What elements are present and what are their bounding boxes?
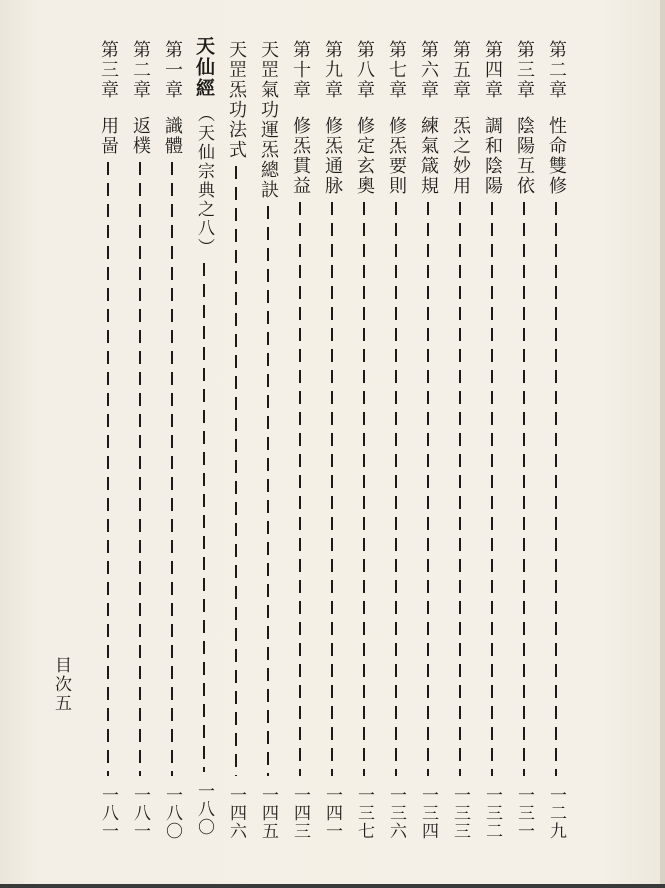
toc-entry — [416, 40, 440, 840]
chapter-title: 識體 — [162, 116, 183, 156]
page-number: 一八一 — [98, 786, 118, 840]
page-number: 一三二 — [482, 786, 502, 840]
dotted-leader — [330, 202, 334, 776]
dotted-leader — [266, 206, 270, 776]
dotted-leader — [394, 202, 398, 776]
chapter-title: 陰陽互依 — [514, 116, 535, 196]
page-edge-shadow — [660, 0, 665, 888]
dotted-leader — [138, 162, 142, 776]
toc-entry — [320, 40, 344, 840]
toc-entry — [448, 40, 472, 840]
dotted-leader — [458, 202, 462, 776]
chapter-label: 第九章 — [322, 40, 343, 100]
chapter-label: 第七章 — [386, 40, 407, 100]
chapter-label: 第一章 — [162, 40, 183, 100]
chapter-label: 第六章 — [418, 40, 439, 100]
dotted-leader — [298, 202, 302, 776]
chapter-label: 第四章 — [482, 40, 503, 100]
chapter-label: 第五章 — [450, 40, 471, 100]
page-number: 一二九 — [546, 786, 566, 840]
chapter-title: 炁之妙用 — [450, 116, 471, 196]
dotted-leader — [426, 202, 430, 776]
toc-entry — [480, 40, 504, 840]
toc-entry — [352, 40, 376, 840]
page-number: 一四三 — [290, 786, 310, 840]
page-number: 一三一 — [514, 786, 534, 840]
page-number: 一三三 — [450, 786, 470, 840]
toc-entry — [160, 40, 184, 840]
book-subtitle: （天仙宗典之八） — [194, 105, 214, 257]
chapter-title: 調和陰陽 — [482, 116, 503, 196]
page-number: 一三四 — [418, 786, 438, 840]
chapter-title: 練氣箴規 — [418, 116, 439, 196]
chapter-title: 天罡氣功運炁總訣 — [258, 40, 279, 200]
dotted-leader — [490, 202, 494, 776]
chapter-title: 天罡炁功法式 — [226, 40, 247, 160]
page-number: 一八〇 — [194, 782, 214, 836]
chapter-label: 第二章 — [130, 40, 151, 100]
dotted-leader — [362, 202, 366, 776]
page-number: 一八〇 — [162, 786, 182, 840]
toc-entry — [96, 40, 120, 840]
page-number: 一四六 — [226, 786, 246, 840]
dotted-leader — [234, 166, 238, 776]
toc-entry — [512, 40, 536, 840]
book-title: 天仙經 — [193, 36, 215, 99]
page-number: 一四一 — [322, 786, 342, 840]
chapter-label: 第八章 — [354, 40, 375, 100]
toc-entry — [288, 40, 312, 840]
chapter-title: 用啚 — [98, 116, 119, 156]
toc-entry — [224, 40, 248, 840]
page-number: 一四五 — [258, 786, 278, 840]
chapter-title: 修炁貫益 — [290, 116, 311, 196]
chapter-label: 第二章 — [546, 40, 567, 100]
page-number: 一八一 — [130, 786, 150, 840]
toc-entry — [384, 40, 408, 840]
chapter-label: 第十章 — [290, 40, 311, 100]
chapter-label: 第三章 — [98, 40, 119, 100]
dotted-leader — [522, 202, 526, 776]
dotted-leader — [106, 162, 110, 776]
dotted-leader — [170, 162, 174, 776]
scan-bottom-edge — [0, 884, 665, 888]
dotted-leader — [554, 202, 558, 776]
chapter-title: 修炁通脉 — [322, 116, 343, 196]
chapter-title: 性命雙修 — [546, 116, 567, 196]
toc-entry — [128, 40, 152, 840]
chapter-title: 修定玄奧 — [354, 116, 375, 196]
page-number: 一三六 — [386, 786, 406, 840]
toc-entry — [544, 40, 568, 840]
dotted-leader — [202, 263, 206, 772]
page-number: 一三七 — [354, 786, 374, 840]
book-heading — [192, 36, 216, 836]
toc-entry — [256, 40, 280, 840]
running-head: 目次五 — [51, 656, 71, 713]
chapter-label: 第三章 — [514, 40, 535, 100]
chapter-title: 返樸 — [130, 116, 151, 156]
chapter-title: 修炁要則 — [386, 116, 407, 196]
